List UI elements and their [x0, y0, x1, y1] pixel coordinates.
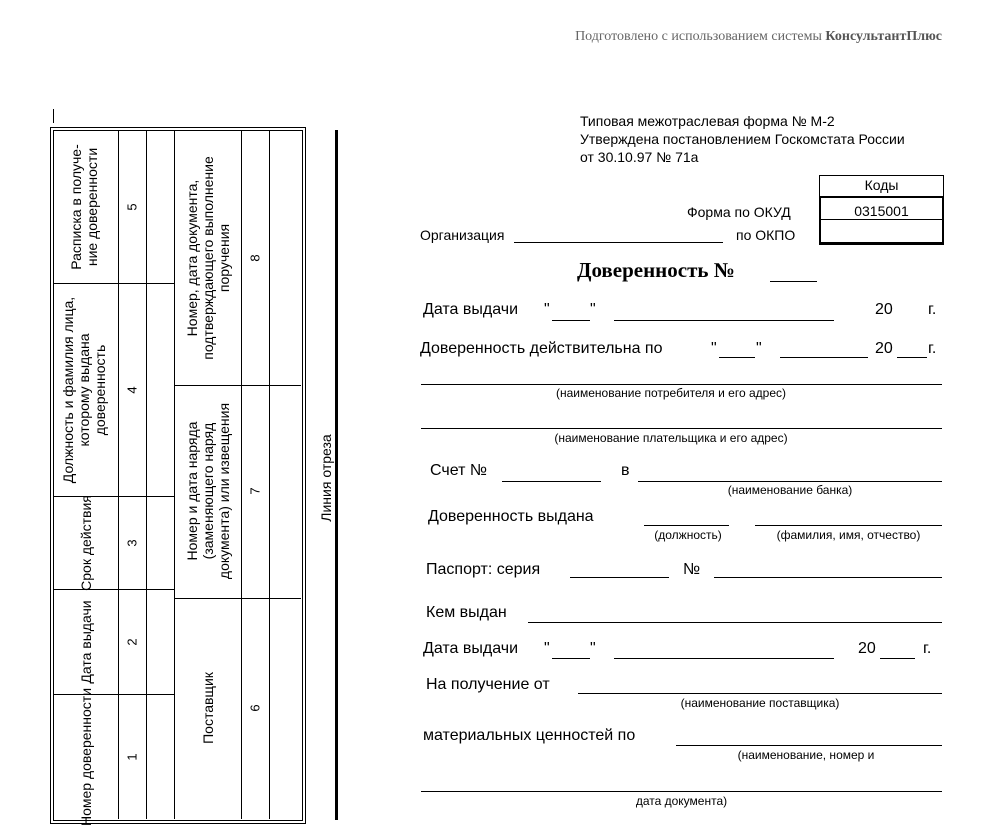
stub-col-sep — [269, 131, 270, 819]
issued-by-line[interactable] — [528, 622, 942, 623]
okud-value: 0315001 — [854, 203, 909, 219]
position-line[interactable] — [644, 525, 729, 526]
position-caption: (должность) — [654, 528, 722, 542]
fio-caption: (фамилия, имя, отчество) — [776, 528, 921, 542]
passport-number-line[interactable] — [714, 577, 942, 578]
quote-close: " — [756, 340, 762, 357]
stub-num-7: 7 — [247, 487, 263, 495]
account-label: Счет № — [430, 462, 488, 479]
quote-open: " — [711, 340, 717, 357]
okud-label: Форма по ОКУД — [687, 204, 791, 220]
stub-num-8: 8 — [247, 254, 263, 262]
consumer-caption: (наименование потребителя и его адрес) — [556, 386, 786, 400]
stub-label-receipt: Расписка в получе-ние доверенности — [68, 144, 100, 270]
materials-label: материальных ценностей по — [423, 727, 636, 744]
stub-row-sep — [174, 598, 301, 599]
stub-label-supplier: Поставщик — [200, 672, 216, 744]
payer-line[interactable] — [421, 428, 942, 429]
quote-open: " — [544, 640, 550, 657]
stub-label-confirm-doc: Номер, дата документа, подтверждающего выполнение поручения — [184, 156, 232, 360]
fio-line[interactable] — [755, 525, 942, 526]
stub-num-2: 2 — [124, 638, 140, 646]
payer-caption: (наименование плательщика и его адрес) — [554, 431, 788, 445]
supplier-line[interactable] — [578, 693, 942, 694]
stub-col-sep — [118, 131, 119, 819]
issue-day-line[interactable] — [552, 320, 590, 321]
header-prefix: Подготовлено с использованием системы — [575, 29, 822, 44]
stub-num-4: 4 — [124, 386, 140, 394]
issued-to-label: Доверенность выдана — [428, 508, 594, 525]
cut-line — [335, 130, 338, 820]
quote-close: " — [590, 301, 596, 318]
doc-caption-1: (наименование, номер и — [737, 748, 875, 762]
stub-col-sep — [146, 131, 147, 819]
bank-caption: (наименование банка) — [727, 483, 853, 497]
form-info — [580, 112, 905, 166]
stub-col-sep — [241, 131, 242, 819]
doc-caption-2: дата документа) — [635, 794, 728, 808]
issue2-day-line[interactable] — [552, 658, 590, 659]
org-input-line[interactable] — [514, 242, 723, 243]
codes-header: Коды — [864, 177, 899, 193]
codes-sep — [821, 219, 942, 220]
stub-num-3: 3 — [124, 539, 140, 547]
valid-year-line[interactable] — [897, 357, 927, 358]
issue-date-label-2: Дата выдачи — [423, 640, 519, 657]
consumer-line[interactable] — [421, 384, 942, 385]
issue2-month-line[interactable] — [614, 658, 834, 659]
valid-month-line[interactable] — [780, 357, 868, 358]
issue2-year-line[interactable] — [880, 658, 915, 659]
stub-label-issue-date: Дата выдачи — [78, 600, 94, 684]
stub-row-sep — [174, 385, 301, 386]
stub-num-1: 1 — [124, 753, 140, 761]
stub-num-5: 5 — [124, 203, 140, 211]
stub-row-sep — [54, 496, 174, 497]
passport-number-sign: № — [683, 561, 701, 578]
year-suffix: г. — [928, 301, 937, 318]
bank-line[interactable] — [638, 481, 942, 482]
materials-doc-line[interactable] — [676, 745, 942, 746]
receive-from-label: На получение от — [426, 676, 550, 693]
supplier-caption: (наименование поставщика) — [680, 696, 840, 710]
stub-col-sep — [174, 131, 175, 819]
year-prefix: 20 — [875, 340, 893, 357]
form-info-line2: Утверждена постановлением Госкомстата России — [580, 131, 905, 147]
stub-num-6: 6 — [247, 704, 263, 712]
header-brand: КонсультантПлюс — [825, 29, 942, 44]
doc-number-line[interactable] — [770, 281, 817, 282]
year-prefix: 20 — [875, 301, 893, 318]
stub-label-position-name: Должность и фамилия лица, которому выдана доверенность — [60, 296, 108, 484]
corner-mark — [53, 109, 54, 123]
issue-date-label: Дата выдачи — [423, 301, 519, 318]
consultant-header-note — [470, 29, 942, 45]
year-suffix: г. — [928, 340, 937, 357]
doc-title-text: Доверенность № — [577, 258, 735, 282]
stub-row-sep — [54, 283, 174, 284]
stub-label-validity: Срок действия — [78, 495, 94, 591]
stub-label-power-number: Номер доверенности — [78, 687, 94, 827]
form-info-line1: Типовая межотраслевая форма № М-2 — [580, 113, 835, 129]
valid-until-label: Доверенность действительна по — [420, 340, 663, 357]
stub-row-sep — [54, 589, 174, 590]
passport-label: Паспорт: серия — [426, 561, 541, 578]
valid-day-line[interactable] — [719, 357, 755, 358]
in-label: в — [621, 462, 630, 479]
materials-doc-line-2[interactable] — [421, 791, 942, 792]
passport-series-line[interactable] — [570, 577, 669, 578]
account-line[interactable] — [502, 481, 601, 482]
issue-month-line[interactable] — [614, 320, 834, 321]
stub-label-order: Номер и дата наряда (заменяющего наряд документа) или извещения — [184, 402, 232, 580]
quote-open: " — [544, 301, 550, 318]
cut-line-label: Линия отреза — [318, 434, 334, 522]
quote-close: " — [590, 640, 596, 657]
org-label: Организация — [420, 227, 505, 243]
form-info-line3: от 30.10.97 № 71а — [580, 149, 699, 165]
issued-by-label: Кем выдан — [426, 604, 507, 621]
year-prefix: 20 — [858, 640, 876, 657]
stub-row-sep — [54, 694, 174, 695]
doc-title — [577, 258, 735, 283]
year-suffix: г. — [923, 640, 932, 657]
okpo-label: по ОКПО — [736, 227, 796, 243]
